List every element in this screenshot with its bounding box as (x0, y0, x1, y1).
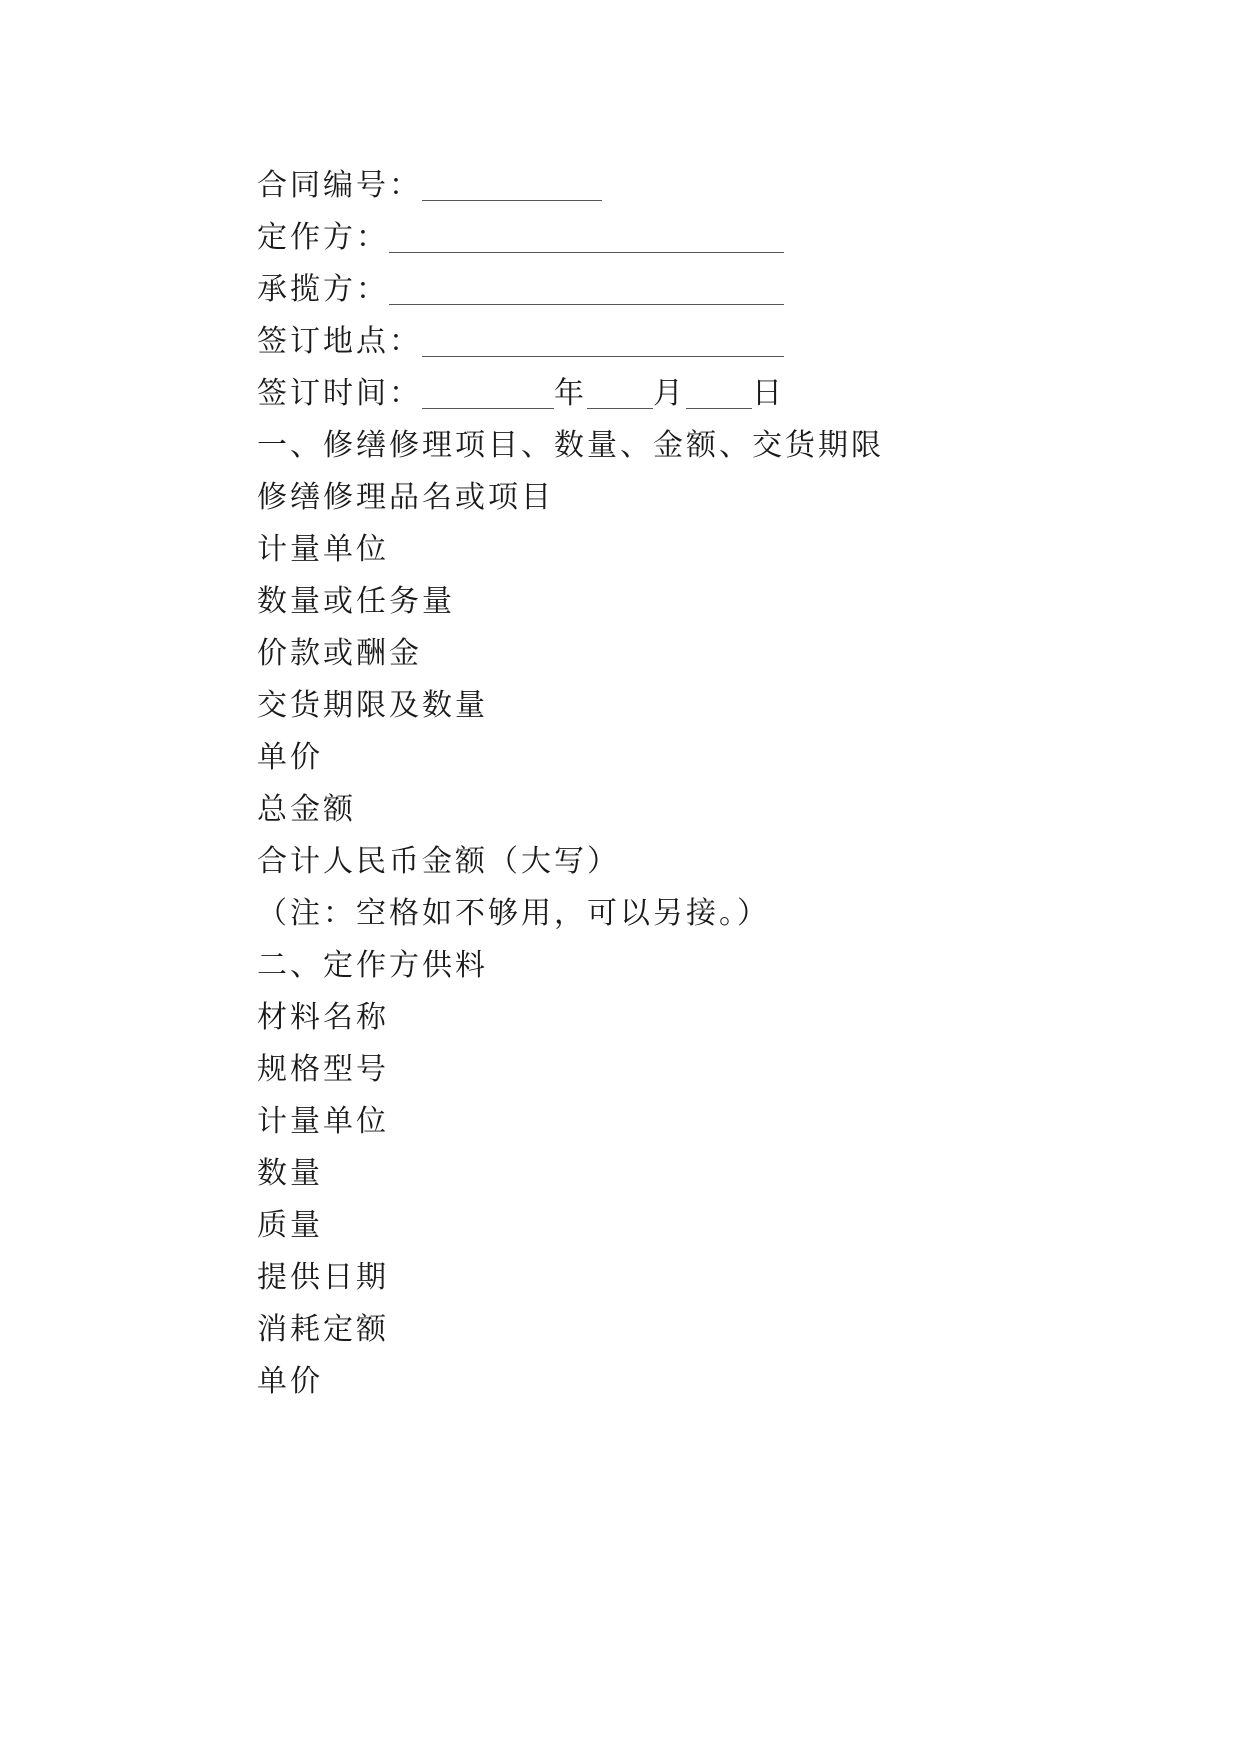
year-label: 年 (554, 376, 587, 411)
section1-item: 合计人民币金额（大写） (257, 844, 620, 879)
section2-item: 单价 (257, 1364, 323, 1399)
orderer-label: 定作方： (257, 220, 389, 255)
signing-place-blank (422, 326, 784, 357)
day-blank (686, 378, 752, 409)
section1-item: 数量或任务量 (257, 584, 455, 619)
section2-title: 二、定作方供料 (257, 948, 488, 983)
day-label: 日 (752, 376, 785, 411)
section1-item: 价款或酬金 (257, 636, 422, 671)
section1-item: 修缮修理品名或项目 (257, 480, 554, 515)
section1-note: （注：空格如不够用，可以另接。） (257, 896, 770, 931)
signing-place-line (257, 320, 784, 364)
month-label: 月 (653, 376, 686, 411)
orderer-blank (389, 222, 784, 253)
contract-number-label: 合同编号： (257, 168, 422, 203)
section2-item: 提供日期 (257, 1260, 389, 1295)
orderer-line (257, 216, 784, 260)
section1-title: 一、修缮修理项目、数量、金额、交货期限 (257, 428, 884, 463)
month-blank (587, 378, 653, 409)
section2-item: 质量 (257, 1208, 323, 1243)
signing-time-line (257, 372, 785, 416)
section1-item: 总金额 (257, 792, 356, 827)
section2-item: 材料名称 (257, 1000, 389, 1035)
section2-item: 数量 (257, 1156, 323, 1191)
section2-item: 计量单位 (257, 1104, 389, 1139)
contract-number-line (257, 164, 602, 208)
contract-number-blank (422, 170, 602, 201)
contractor-line (257, 268, 784, 312)
contractor-blank (389, 274, 784, 305)
contractor-label: 承揽方： (257, 272, 389, 307)
section1-item: 交货期限及数量 (257, 688, 488, 723)
section2-item: 规格型号 (257, 1052, 389, 1087)
year-blank (422, 378, 554, 409)
signing-time-label: 签订时间： (257, 376, 422, 411)
section2-item: 消耗定额 (257, 1312, 389, 1347)
section1-item: 单价 (257, 740, 323, 775)
section1-item: 计量单位 (257, 532, 389, 567)
signing-place-label: 签订地点： (257, 324, 422, 359)
